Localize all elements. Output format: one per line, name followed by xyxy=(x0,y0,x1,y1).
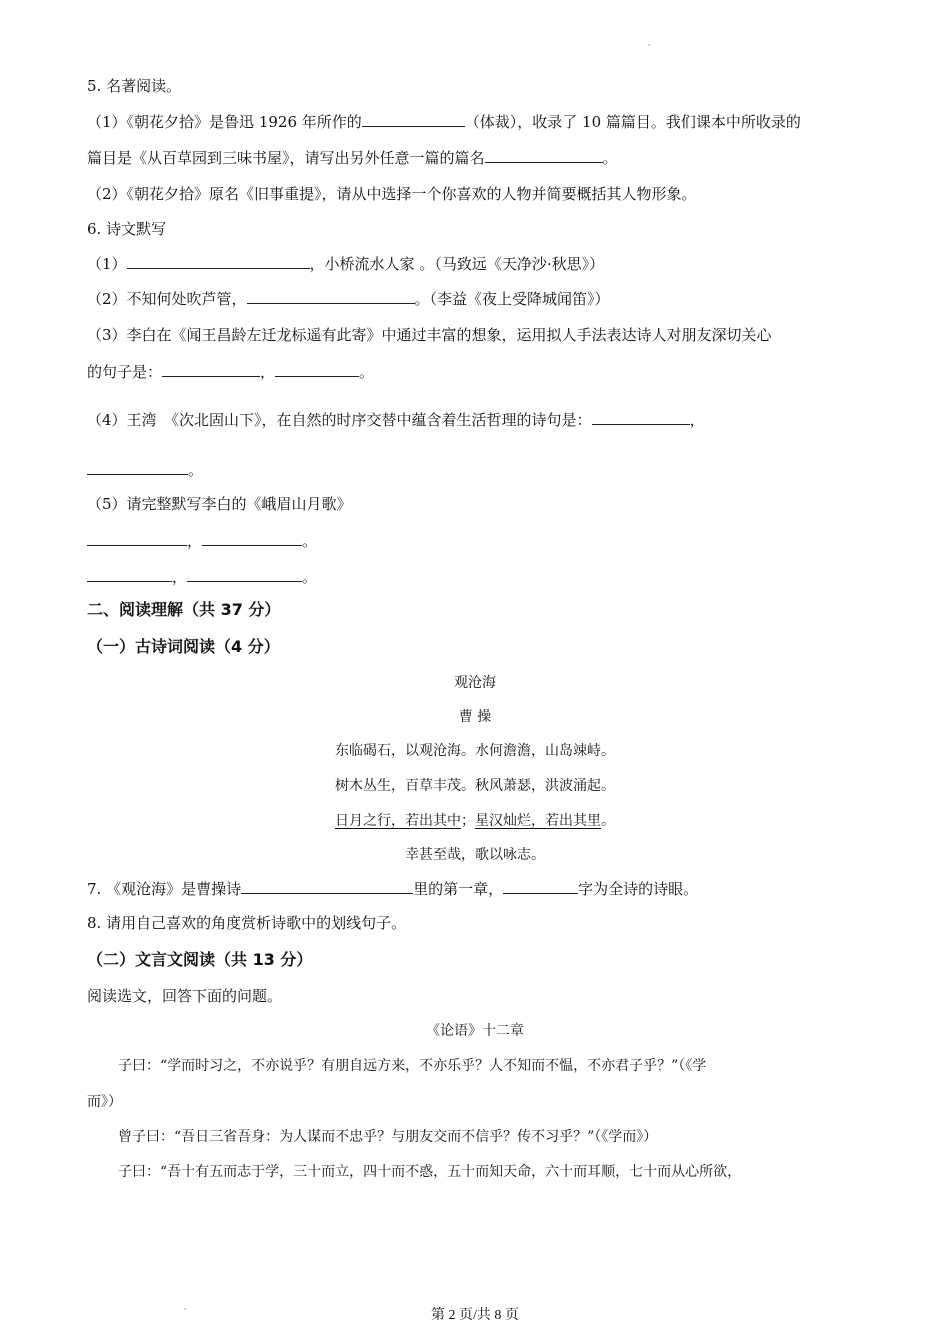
q7 xyxy=(87,879,698,899)
poem-line-3-end: 。 xyxy=(601,813,615,829)
q5-part1-line2 xyxy=(87,148,618,168)
q5-part2: （2）《朝花夕拾》原名《旧事重提》，请从中选择一个你喜欢的人物并简要概括其人物形象。 xyxy=(87,185,697,203)
q6-part4-line1 xyxy=(87,410,705,430)
q6-part3-text: 的句子是： xyxy=(87,363,163,381)
q8: 8. 请用自己喜欢的角度赏析诗歌中的划线句子。 xyxy=(87,914,407,932)
q6-part5-blank-3[interactable] xyxy=(87,567,172,582)
q6-part3-period: 。 xyxy=(359,363,375,381)
lunyu-para-2: 曾子曰：“吾日三省吾身：为人谋而不忠乎？与朋友交而不信乎？传不习乎？”（《学而》） xyxy=(118,1129,658,1145)
q6-part5-period-2: 。 xyxy=(302,568,318,586)
q6-part2-text-a: （2）不知何处吹芦管， xyxy=(87,290,247,308)
q5-title: 5. 名著阅读。 xyxy=(87,77,182,95)
q6-part3-line2 xyxy=(87,362,374,382)
q5-part1-text-a: （1）《朝花夕拾》是鲁迅 1926 年所作的 xyxy=(87,113,362,131)
genre-blank[interactable] xyxy=(362,112,465,127)
q6-part1-blank[interactable] xyxy=(127,254,310,269)
reading-intro: 阅读选文，回答下面的问题。 xyxy=(87,987,283,1005)
q6-part4-period: 。 xyxy=(188,461,204,479)
lunyu-title: 《论语》十二章 xyxy=(426,1023,524,1039)
q5-part1-end: 。 xyxy=(602,149,618,167)
q7-text-a: 7. 《观沧海》是曹操诗 xyxy=(87,880,242,898)
poem-line-1: 东临碣石，以观沧海。水何澹澹，山岛竦峙。 xyxy=(335,743,615,759)
q6-part5-comma-2: ， xyxy=(172,568,188,586)
q6-part5-line2 xyxy=(87,567,317,587)
scan-dot-top xyxy=(648,44,650,46)
q5-part1-text-b: （体裁），收录了 10 篇篇目。我们课本中所收录的 xyxy=(464,113,801,131)
q6-part1-label: （1） xyxy=(87,255,127,273)
q6-part4-line2 xyxy=(87,460,203,480)
q6-part5-line1 xyxy=(87,531,317,551)
section2-title: 二、阅读理解（共 37 分） xyxy=(87,600,281,619)
q6-part3-blank-1[interactable] xyxy=(162,362,260,377)
q6-part5: （5）请完整默写李白的《峨眉山月歌》 xyxy=(87,495,352,513)
poem-line-3-underlined-a: 日月之行，若出其中 xyxy=(335,813,461,829)
q6-title: 6. 诗文默写 xyxy=(87,220,167,238)
q6-part1-text: ，小桥流水人家 。（马致远《天净沙·秋思》） xyxy=(309,255,605,273)
q6-part4-comma: ， xyxy=(689,411,705,429)
q6-part5-blank-2[interactable] xyxy=(202,531,302,546)
q6-part3-line1: （3）李白在《闻王昌龄左迁龙标遥有此寄》中通过丰富的想象，运用拟人手法表达诗人对朋友深切关心 xyxy=(87,326,772,344)
q6-part2 xyxy=(87,289,610,309)
poem-author: 曹 操 xyxy=(458,709,492,725)
q6-part3-comma: ， xyxy=(260,363,276,381)
lunyu-para-3: 子曰：“吾十有五而志于学，三十而立，四十而不惑，五十而知天命，六十而耳顺，七十而从心所欲， xyxy=(118,1164,742,1180)
poem-line-2: 树木丛生，百草丰茂。秋风萧瑟，洪波涌起。 xyxy=(335,778,615,794)
q6-part3-blank-2[interactable] xyxy=(275,362,359,377)
q6-part5-period-1: 。 xyxy=(302,532,318,550)
q6-part5-comma-1: ， xyxy=(187,532,203,550)
poem-title: 观沧海 xyxy=(454,675,496,691)
poem-line-4: 幸甚至哉，歌以咏志。 xyxy=(405,847,545,863)
q6-part4-blank-1[interactable] xyxy=(592,410,690,425)
q6-part2-text-b: 。（李益《夜上受降城闻笛》） xyxy=(414,290,610,308)
section2-sub2: （二）文言文阅读（共 13 分） xyxy=(87,950,313,969)
q5-part1-line1 xyxy=(87,112,801,132)
q7-blank-1[interactable] xyxy=(241,879,413,894)
q5-part1-text-c: 篇目是《从百草园到三味书屋》，请写出另外任意一篇的篇名 xyxy=(87,149,485,167)
q6-part5-blank-4[interactable] xyxy=(187,567,302,582)
q6-part4-text: （4）王湾 《次北固山下》，在自然的时序交替中蕴含着生活哲理的诗句是： xyxy=(87,411,592,429)
title-blank[interactable] xyxy=(485,148,603,163)
poem-line-3-sep: ； xyxy=(461,813,475,829)
q6-part2-blank[interactable] xyxy=(247,289,415,304)
poem-line-3-underlined-b: 星汉灿烂，若出其里 xyxy=(475,813,601,829)
lunyu-para-1-line2: 而》） xyxy=(87,1094,122,1110)
section2-sub1: （一）古诗词阅读（4 分） xyxy=(87,637,280,656)
q6-part4-blank-2[interactable] xyxy=(87,460,188,475)
lunyu-para-1-line1: 子曰：“学而时习之，不亦说乎？有朋自远方来，不亦乐乎？人不知而不愠，不亦君子乎？”（《学 xyxy=(118,1058,707,1074)
q6-part5-blank-1[interactable] xyxy=(87,531,187,546)
q7-text-c: 字为全诗的诗眼。 xyxy=(578,880,699,898)
page-footer: 第 2 页/共 8 页 xyxy=(431,1308,519,1323)
q6-part1 xyxy=(87,254,604,274)
q7-blank-2[interactable] xyxy=(503,879,578,894)
q7-text-b: 里的第一章， xyxy=(413,880,504,898)
poem-line-3 xyxy=(0,811,950,831)
